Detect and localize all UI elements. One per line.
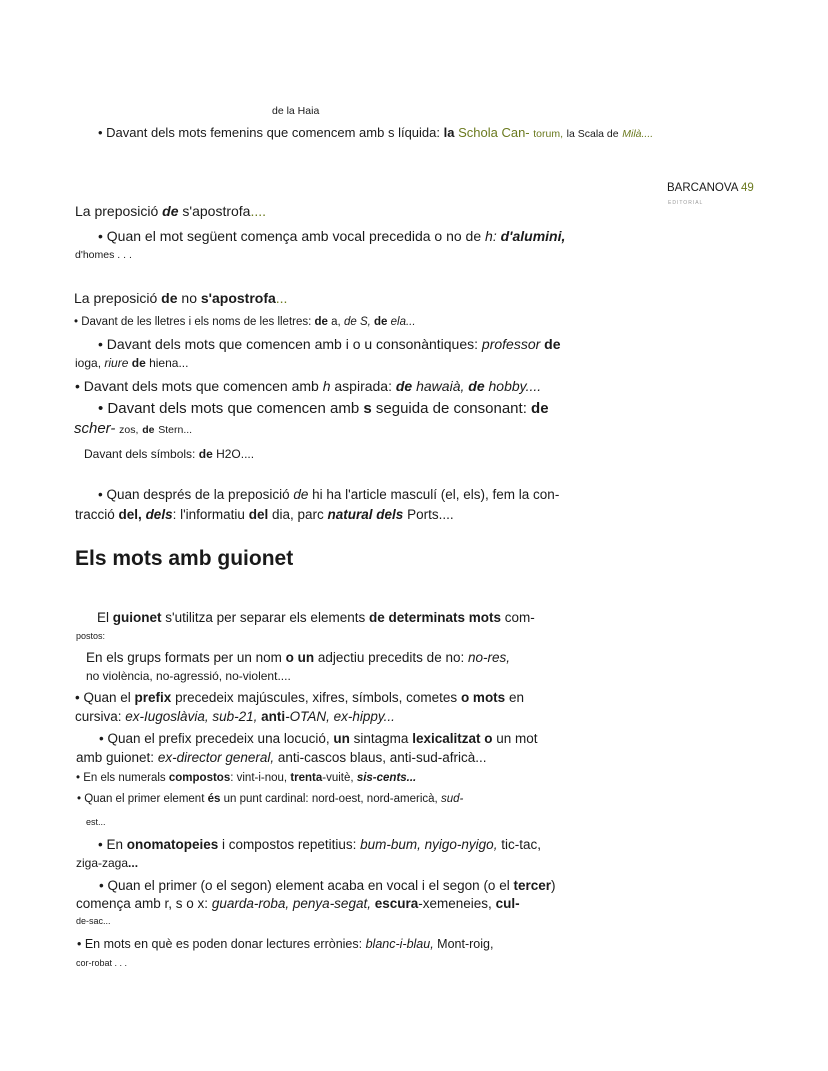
sec2-line-3: ioga, riure de hiena... xyxy=(75,356,189,370)
p6: • Quan el primer element és un punt cardinal: nord-oest, nord-americà, sud- xyxy=(77,793,464,805)
sec2-line-6: scher- zos, de Stern... xyxy=(74,420,193,437)
sec2-line-4: • Davant dels mots que comencen amb h aspirada: de hawaià, de hobby.... xyxy=(75,378,542,394)
p3: • Quan el prefix precedeix majúscules, xifres, símbols, cometes o mots en xyxy=(75,690,524,705)
sec1-title: La preposició de s'apostrofa.... xyxy=(75,203,267,219)
p2: En els grups formats per un nom o un adjectiu precedits de no: no-res, xyxy=(86,650,511,665)
p3-cont: cursiva: ex-Iugoslàvia, sub-21, anti-OTAN, ex-hippy... xyxy=(75,709,395,724)
section-heading: Els mots amb guionet xyxy=(75,547,294,570)
p7: • En onomatopeies i compostos repetitius: bum-bum, nyigo-nyigo, tic-tac, xyxy=(98,837,541,852)
sec2-line-1: • Davant de les lletres i els noms de les lletres: de a, de S, de ela... xyxy=(74,316,416,328)
p8-cont: comença amb r, s o x: guarda-roba, penya-segat, escura-xemeneies, cul- xyxy=(76,896,520,911)
p8-cont-2: de-sac... xyxy=(76,916,111,926)
p7-cont: ziga-zaga... xyxy=(76,856,139,870)
p6-cont: est... xyxy=(86,817,106,827)
sec2-line-2: • Davant dels mots que comencen amb i o u consonàntiques: professor de xyxy=(98,336,561,352)
p9: • En mots en què es poden donar lectures errònies: blanc-i-blau, Mont-roig, xyxy=(77,937,494,951)
p9-cont: cor-robat . . . xyxy=(76,958,128,968)
brand-logo: BARCANOVA 49 xyxy=(667,182,754,194)
p1: El guionet s'utilitza per separar els elements de determinats mots com- xyxy=(97,610,535,625)
p5: • En els numerals compostos: vint-i-nou, trenta-vuitè, sis-cents... xyxy=(76,772,417,784)
sec2-line-7: Davant dels símbols: de H2O.... xyxy=(84,447,255,461)
sec2-title: La preposició de no s'apostrofa... xyxy=(74,290,288,306)
sec2-line-5: • Davant dels mots que comencen amb s seguida de consonant: de xyxy=(98,400,549,417)
sec2-line-8: • Quan després de la preposició de hi ha l'article masculí (el, els), fem la con- xyxy=(98,487,560,502)
brand-sub: EDITORIAL xyxy=(668,200,704,206)
sec1-bullet-1-cont: d'homes . . . xyxy=(75,249,132,261)
bullet-schola: • Davant dels mots femenins que comencem amb s líquida: la Schola Can- torum, la Scala de Milà.... xyxy=(98,125,654,140)
p4-cont: amb guionet: ex-director general, anti-cascos blaus, anti-sud-africà... xyxy=(76,750,487,765)
sec1-bullet-1: • Quan el mot següent comença amb vocal precedida o no de h: d'alumini, xyxy=(98,228,566,244)
sec2-line-9: tracció del, dels: l'informatiu del dia, parc natural dels Ports.... xyxy=(75,507,454,522)
p4: • Quan el prefix precedeix una locució, un sintagma lexicalitzat o un mot xyxy=(99,731,538,746)
p1-cont: postos: xyxy=(76,631,106,641)
p2-cont: no violència, no-agressió, no-violent.... xyxy=(86,669,291,683)
fragment-haia: de la Haia xyxy=(272,105,320,117)
p8: • Quan el primer (o el segon) element acaba en vocal i el segon (o el tercer) xyxy=(99,878,556,893)
